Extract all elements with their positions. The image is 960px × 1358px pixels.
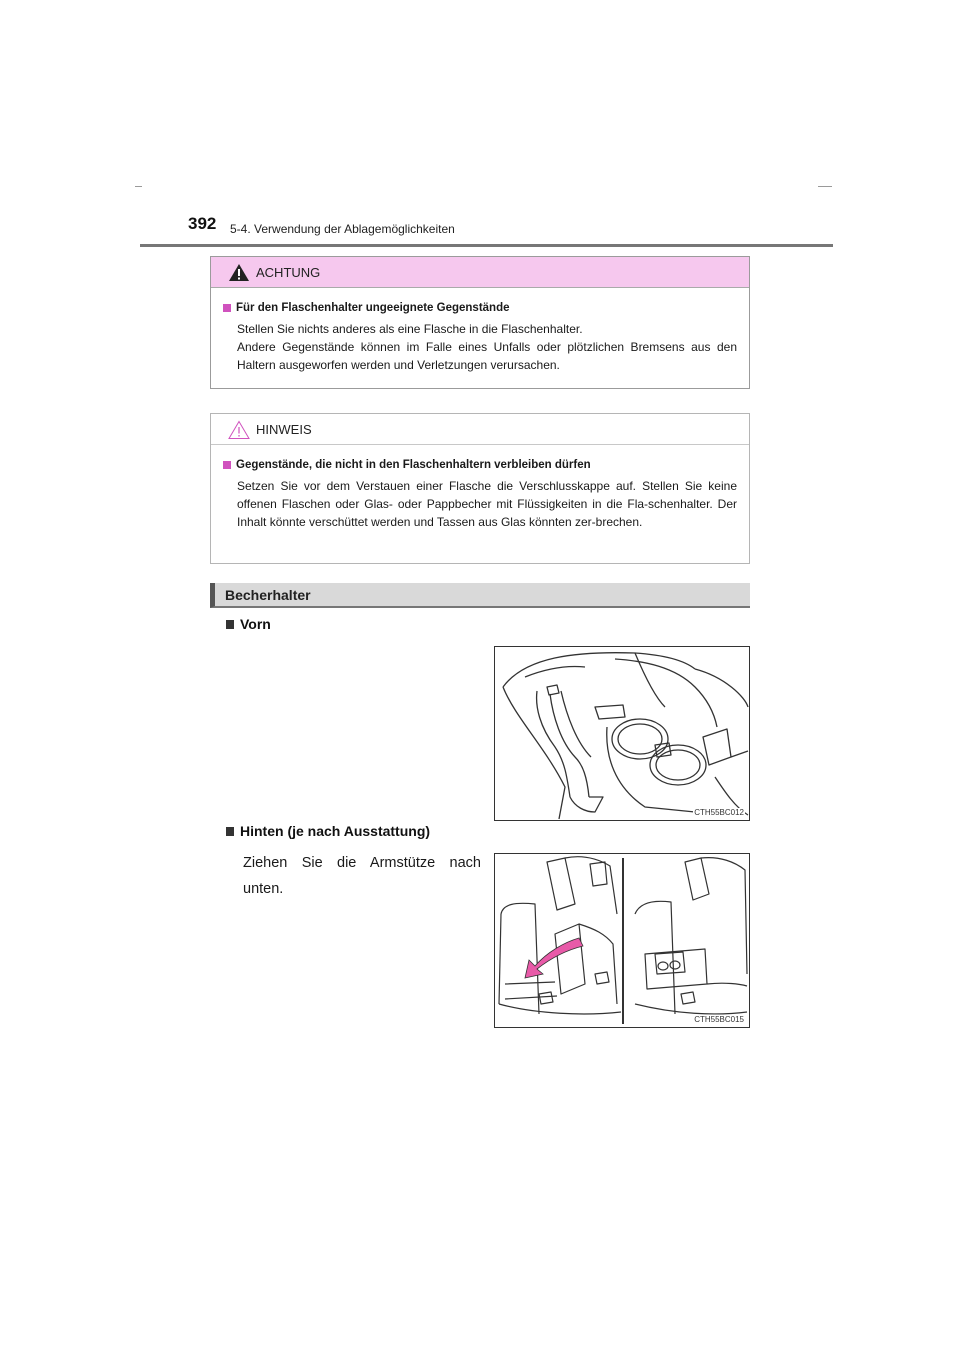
- warning-triangle-icon: [228, 263, 250, 282]
- warning-line-2: Andere Gegenstände können im Falle eines Unfalls oder plötzlichen Bremsens aus den Haltern ausgeworfen werden und Verletzungen verursachen.: [237, 340, 737, 372]
- warning-header: [211, 257, 749, 288]
- square-bullet-icon: [223, 304, 231, 312]
- square-bullet-icon: [226, 620, 234, 629]
- chapter-title: 5-4. Verwendung der Ablagemöglichkeiten: [230, 222, 455, 236]
- warning-heading: [223, 299, 737, 317]
- note-heading-text: Gegenstände, die nicht in den Flaschenhaltern verbleiben dürfen: [236, 459, 591, 471]
- square-bullet-icon: [223, 461, 231, 469]
- front-figure-code: CTH55BC012: [694, 808, 744, 817]
- rear-figure-code: CTH55BC015: [694, 1015, 744, 1024]
- caution-outline-icon: [228, 420, 250, 440]
- note-label: HINWEIS: [256, 422, 312, 437]
- crop-mark-left: [135, 186, 142, 187]
- warning-box: [210, 256, 750, 389]
- pull-down-arrow-icon: [525, 938, 583, 978]
- note-box: [210, 413, 750, 564]
- rear-instruction: Ziehen Sie die Armstütze nach unten.: [243, 855, 481, 897]
- front-heading-text: Vorn: [240, 616, 271, 632]
- section-title: Becherhalter: [225, 587, 311, 603]
- rear-armrest-drawing: [495, 854, 749, 1027]
- note-header: [211, 414, 749, 445]
- page-number: 392: [188, 214, 217, 233]
- warning-line-1: Stellen Sie nichts anderes als eine Flasche in die Flaschenhalter.: [237, 322, 583, 336]
- note-heading: [223, 456, 737, 474]
- note-body: [211, 445, 749, 531]
- header-rule: [140, 244, 833, 247]
- crop-mark-right: [818, 186, 832, 187]
- warning-body: [211, 288, 749, 374]
- rear-heading: [226, 823, 430, 839]
- note-text: Setzen Sie vor dem Verstauen einer Flasche die Verschlusskappe auf. Stellen Sie keine offenen Flaschen oder Glas- oder Pappbecher mit Flüssigkeiten in die Fla-schenhalter. Der Inhalt könnte verschüttet werden und Tassen aus Glas könnten zer-brechen.: [237, 479, 737, 529]
- front-heading: [226, 616, 271, 632]
- warning-label: ACHTUNG: [256, 265, 321, 280]
- front-cup-holder-illustration: [494, 646, 750, 821]
- square-bullet-icon: [226, 827, 234, 836]
- section-bar: [210, 583, 750, 608]
- rear-heading-text: Hinten (je nach Ausstattung): [240, 823, 431, 839]
- front-console-drawing: [495, 647, 749, 820]
- rear-cup-holder-illustration: [494, 853, 750, 1028]
- warning-heading-text: Für den Flaschenhalter ungeeignete Gegenstände: [236, 302, 510, 314]
